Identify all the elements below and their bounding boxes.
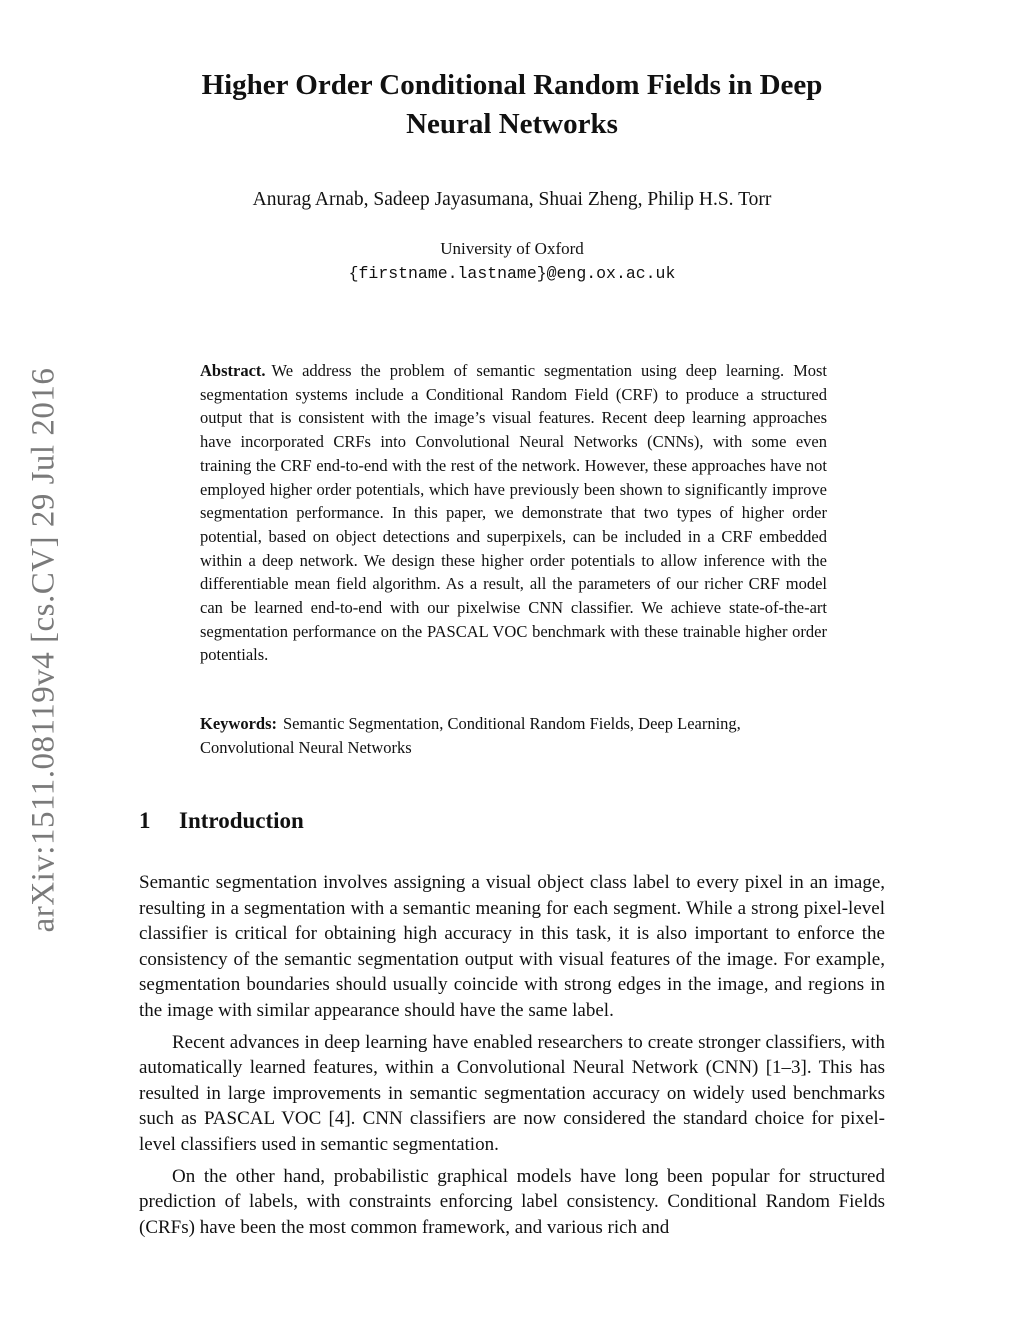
keywords: [200, 712, 827, 759]
section-title: Introduction: [179, 808, 304, 833]
keywords-label: Keywords:: [200, 714, 277, 733]
paper-title-line-2: Neural Networks: [406, 108, 618, 140]
section-heading-introduction: [139, 808, 304, 834]
paragraph: On the other hand, probabilistic graphical models have long been popular for structured prediction of labels, with constraints enforcing label consistency. Conditional Random Fields (CRFs) have been the most common framework, and various rich and: [139, 1165, 885, 1238]
affiliation: University of Oxford: [440, 239, 584, 258]
paragraph: Recent advances in deep learning have enabled researchers to create stronger classifiers, with automatically learned features, within a Convolutional Neural Network (CNN) [1–3]. This has resulted in large improvements in semantic segmentation accuracy on widely used benchmarks such as PASCAL VOC [4]. CNN classifiers are now considered the standard choice for pixel-level classifiers used in semantic segmentation.: [139, 1031, 885, 1155]
arxiv-side-stamp: [20, 360, 68, 940]
affiliation-block: [130, 236, 894, 286]
paper-title-line-1: Higher Order Conditional Random Fields in Deep: [201, 69, 823, 101]
paragraph: Semantic segmentation involves assigning a visual object class label to every pixel in an image, resulting in a segmentation with a semantic meaning for each segment. While a strong pixel-level classifier is critical for obtaining high accuracy in this task, it is also important to enforce the consistency of the semantic segmentation output with visual features of the image. For example, segmentation boundaries should usually coincide with strong edges in the image, and regions in the image with similar appearance should have the same label.: [139, 872, 885, 1021]
paper-title: [130, 66, 894, 144]
introduction-body: [139, 870, 885, 1246]
abstract-label: Abstract.: [200, 361, 266, 380]
abstract-text: We address the problem of semantic segmentation using deep learning. Most segmentation systems include a Conditional Random Field (CRF) to produce a structured output that is consistent with the image’s visual features. Recent deep learning approaches have incorporated CRFs into Convolutional Neural Networks (CNNs), with some even training the CRF end-to-end with the rest of the network. However, these approaches have not employed higher order potentials, which have previously been shown to significantly improve segmentation performance. In this paper, we demonstrate that two types of higher order potential, based on object detections and superpixels, can be included in a CRF embedded within a deep network. We design these higher order potentials to allow inference with the differentiable mean field algorithm. As a result, all the parameters of our richer CRF model can be learned end-to-end with our pixelwise CNN classifier. We achieve state-of-the-art segmentation performance on the PASCAL VOC benchmark with these trainable higher order potentials.: [200, 361, 827, 665]
abstract: [200, 359, 827, 667]
author-list: Anurag Arnab, Sadeep Jayasumana, Shuai Zheng, Philip H.S. Torr: [252, 189, 772, 210]
section-number: 1: [139, 808, 151, 833]
keywords-text: Semantic Segmentation, Conditional Random Fields, Deep Learning, Convolutional Neural Networks: [200, 714, 741, 757]
author-email: {firstname.lastname}@eng.ox.ac.uk: [348, 264, 676, 283]
arxiv-identifier: arXiv:1511.08119v4 [cs.CV] 29 Jul 2016: [25, 367, 62, 933]
